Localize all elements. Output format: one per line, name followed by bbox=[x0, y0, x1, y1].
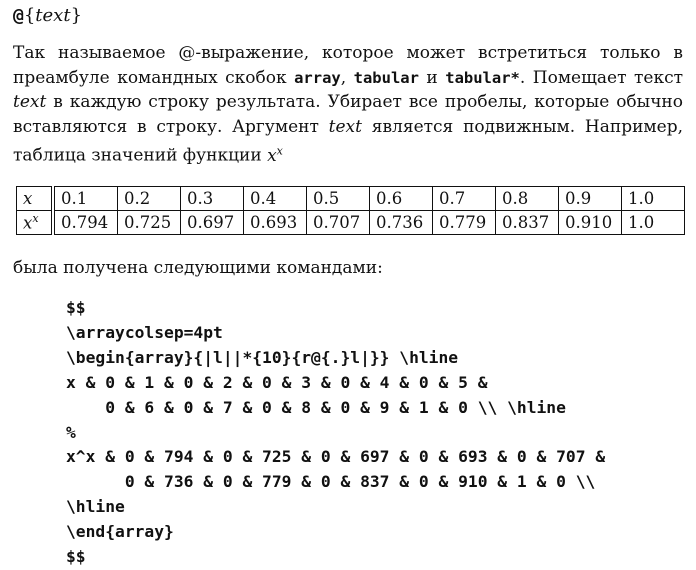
table-cell: 0.779 bbox=[433, 211, 496, 235]
table-cell: 0.4 bbox=[244, 187, 307, 211]
row-header-exponent: x bbox=[32, 212, 39, 226]
text-run: в каждую строку результата. Убирает все пробелы, которые обычно вставляются в строку. Аргумент bbox=[13, 92, 683, 137]
caption-text: была получена следующими командами: bbox=[13, 258, 383, 278]
table-cell: 0.910 bbox=[559, 211, 622, 235]
argument-name: text bbox=[35, 5, 71, 26]
open-brace: { bbox=[23, 5, 36, 26]
code-tabular-star: tabular* bbox=[445, 68, 520, 87]
values-table bbox=[16, 186, 685, 235]
text-run: и bbox=[418, 67, 446, 88]
table-cell: 0.3 bbox=[181, 187, 244, 211]
table-row bbox=[17, 211, 685, 235]
table-cell: 0.8 bbox=[496, 187, 559, 211]
table-cell: 0.2 bbox=[118, 187, 181, 211]
table-row bbox=[17, 187, 685, 211]
function-formula bbox=[267, 146, 283, 166]
code-tabular: tabular bbox=[353, 68, 419, 87]
command-heading bbox=[13, 5, 82, 26]
text-run: , bbox=[340, 67, 354, 88]
code-array: array bbox=[294, 68, 341, 87]
table-cell: 1.0 bbox=[622, 187, 685, 211]
table-cell: 0.7 bbox=[433, 187, 496, 211]
table-cell: 0.725 bbox=[118, 211, 181, 235]
table-cell: 0.697 bbox=[181, 211, 244, 235]
table-cell: 0.736 bbox=[370, 211, 433, 235]
text-run: является подвижным. Например, таблица значений функции bbox=[13, 116, 683, 166]
description-paragraph bbox=[13, 41, 683, 168]
table-cell: 0.1 bbox=[53, 187, 118, 211]
table-cell: 0.837 bbox=[496, 211, 559, 235]
table-cell: 0.794 bbox=[53, 211, 118, 235]
row-header bbox=[17, 211, 54, 235]
code-listing: $$ \arraycolsep=4pt \begin{array}{|l||*{10}{r@{.}l|}} \hline x & 0 & 1 & 0 & 2 & 0 & 3 & 0 & 4 & 0 & 5 & 0 & 6 & 0 & 7 & 0 & 8 & 0 & 9 & 1 & 0 \\ \hline % x^x & 0 & 794 & 0 & 725 & 0 & 697 & 0 & 693 & 0 & 707 & 0 & 736 & 0 & 779 & 0 & 837 & 0 & 910 & 1 & 0 \\ \hline \end{array} $$ bbox=[66, 298, 606, 567]
table-cell: 0.693 bbox=[244, 211, 307, 235]
table-cell: 0.707 bbox=[307, 211, 370, 235]
at-symbol: @ bbox=[13, 5, 24, 26]
table-cell: 1.0 bbox=[622, 211, 685, 235]
formula-exponent: x bbox=[276, 144, 283, 157]
row-header: x bbox=[17, 187, 54, 211]
text-run: Так называемое @-выражение, которое может встретиться только в преамбуле командных скобок bbox=[13, 43, 683, 88]
table-cell: 0.5 bbox=[307, 187, 370, 211]
italic-text: text bbox=[13, 92, 47, 112]
row-header-base: x bbox=[23, 213, 33, 233]
close-brace: } bbox=[70, 5, 83, 26]
table-cell: 0.9 bbox=[559, 187, 622, 211]
text-run: . Помещает текст bbox=[519, 67, 683, 88]
formula-base: x bbox=[267, 145, 277, 166]
italic-text: text bbox=[328, 116, 362, 137]
table-cell: 0.6 bbox=[370, 187, 433, 211]
